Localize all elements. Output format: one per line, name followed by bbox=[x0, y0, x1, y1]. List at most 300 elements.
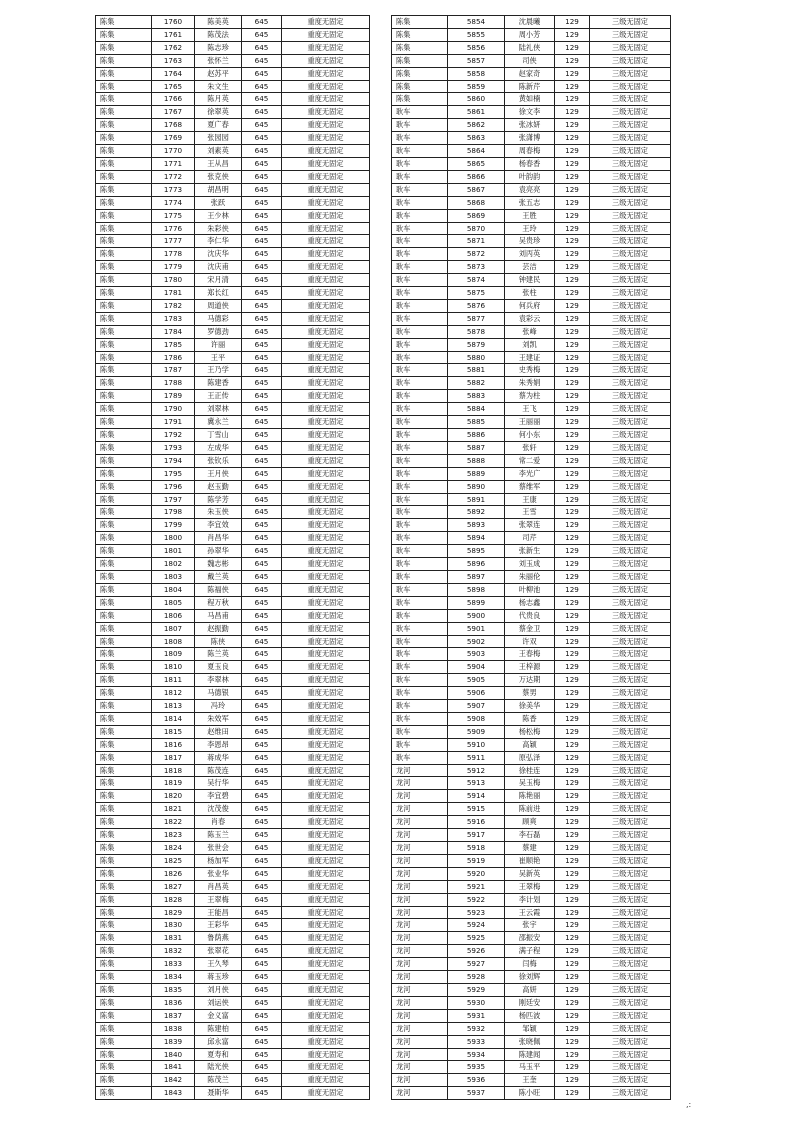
category-cell: 重度无固定 bbox=[282, 842, 370, 855]
town-cell: 陈集 bbox=[96, 738, 152, 751]
name-cell: 陈玉兰 bbox=[195, 829, 242, 842]
town-cell: 陈集 bbox=[96, 132, 152, 145]
serial-cell: 5911 bbox=[448, 751, 505, 764]
serial-cell: 1833 bbox=[152, 958, 195, 971]
town-cell: 耿车 bbox=[392, 648, 448, 661]
category-cell: 三级无固定 bbox=[590, 67, 671, 80]
category-cell: 三级无固定 bbox=[590, 41, 671, 54]
name-cell: 张世会 bbox=[195, 842, 242, 855]
town-cell: 陈集 bbox=[96, 570, 152, 583]
amount-cell: 645 bbox=[242, 712, 282, 725]
table-row bbox=[392, 261, 671, 274]
town-cell: 龙河 bbox=[392, 867, 448, 880]
serial-cell: 1795 bbox=[152, 467, 195, 480]
table-row bbox=[392, 596, 671, 609]
category-cell: 重度无固定 bbox=[282, 596, 370, 609]
serial-cell: 5868 bbox=[448, 196, 505, 209]
serial-cell: 1810 bbox=[152, 661, 195, 674]
category-cell: 三级无固定 bbox=[590, 506, 671, 519]
category-cell: 重度无固定 bbox=[282, 93, 370, 106]
category-cell: 重度无固定 bbox=[282, 661, 370, 674]
serial-cell: 1774 bbox=[152, 196, 195, 209]
table-row bbox=[392, 906, 671, 919]
town-cell: 陈集 bbox=[96, 1087, 152, 1100]
name-cell: 王能昌 bbox=[195, 906, 242, 919]
table-row bbox=[392, 93, 671, 106]
category-cell: 三级无固定 bbox=[590, 622, 671, 635]
name-cell: 叶柳池 bbox=[505, 583, 555, 596]
serial-cell: 1782 bbox=[152, 299, 195, 312]
amount-cell: 645 bbox=[242, 493, 282, 506]
category-cell: 重度无固定 bbox=[282, 971, 370, 984]
amount-cell: 129 bbox=[555, 67, 590, 80]
amount-cell: 645 bbox=[242, 80, 282, 93]
name-cell: 朱效军 bbox=[195, 712, 242, 725]
town-cell: 陈集 bbox=[96, 1009, 152, 1022]
amount-cell: 645 bbox=[242, 687, 282, 700]
town-cell: 陈集 bbox=[96, 1048, 152, 1061]
serial-cell: 1788 bbox=[152, 377, 195, 390]
serial-cell: 1767 bbox=[152, 106, 195, 119]
table-row bbox=[96, 274, 370, 287]
category-cell: 三级无固定 bbox=[590, 235, 671, 248]
name-cell: 朱彩侠 bbox=[195, 222, 242, 235]
category-cell: 三级无固定 bbox=[590, 906, 671, 919]
category-cell: 三级无固定 bbox=[590, 880, 671, 893]
amount-cell: 645 bbox=[242, 196, 282, 209]
table-row bbox=[392, 674, 671, 687]
serial-cell: 1823 bbox=[152, 829, 195, 842]
category-cell: 三级无固定 bbox=[590, 480, 671, 493]
amount-cell: 129 bbox=[555, 1009, 590, 1022]
table-row bbox=[392, 648, 671, 661]
serial-cell: 5857 bbox=[448, 54, 505, 67]
table-row bbox=[392, 932, 671, 945]
town-cell: 耿车 bbox=[392, 157, 448, 170]
serial-cell: 1827 bbox=[152, 880, 195, 893]
table-row bbox=[96, 235, 370, 248]
category-cell: 三级无固定 bbox=[590, 429, 671, 442]
category-cell: 重度无固定 bbox=[282, 119, 370, 132]
name-cell: 陈前进 bbox=[505, 803, 555, 816]
table-row bbox=[392, 712, 671, 725]
town-cell: 耿车 bbox=[392, 403, 448, 416]
serial-cell: 5889 bbox=[448, 467, 505, 480]
town-cell: 耿车 bbox=[392, 312, 448, 325]
name-cell: 刘月侠 bbox=[195, 983, 242, 996]
town-cell: 耿车 bbox=[392, 325, 448, 338]
name-cell: 陈兰英 bbox=[195, 648, 242, 661]
table-row bbox=[96, 1048, 370, 1061]
town-cell: 陈集 bbox=[392, 28, 448, 41]
name-cell: 吴行华 bbox=[195, 777, 242, 790]
table-row bbox=[96, 738, 370, 751]
town-cell: 耿车 bbox=[392, 235, 448, 248]
table-row bbox=[96, 674, 370, 687]
serial-cell: 5856 bbox=[448, 41, 505, 54]
table-row bbox=[96, 880, 370, 893]
amount-cell: 645 bbox=[242, 777, 282, 790]
name-cell: 张翠连 bbox=[505, 519, 555, 532]
table-row bbox=[392, 416, 671, 429]
amount-cell: 645 bbox=[242, 467, 282, 480]
amount-cell: 129 bbox=[555, 287, 590, 300]
table-row bbox=[96, 54, 370, 67]
amount-cell: 645 bbox=[242, 454, 282, 467]
town-cell: 陈集 bbox=[392, 93, 448, 106]
name-cell: 朱玉侠 bbox=[195, 506, 242, 519]
name-cell: 刘翠林 bbox=[195, 403, 242, 416]
amount-cell: 645 bbox=[242, 1087, 282, 1100]
town-cell: 陈集 bbox=[96, 377, 152, 390]
amount-cell: 129 bbox=[555, 971, 590, 984]
town-cell: 耿车 bbox=[392, 429, 448, 442]
name-cell: 常二爱 bbox=[505, 454, 555, 467]
name-cell: 王春梅 bbox=[505, 648, 555, 661]
serial-cell: 5907 bbox=[448, 700, 505, 713]
town-cell: 耿车 bbox=[392, 416, 448, 429]
name-cell: 李计划 bbox=[505, 893, 555, 906]
name-cell: 袁彩云 bbox=[505, 312, 555, 325]
serial-cell: 1766 bbox=[152, 93, 195, 106]
serial-cell: 1829 bbox=[152, 906, 195, 919]
town-cell: 陈集 bbox=[96, 700, 152, 713]
category-cell: 三级无固定 bbox=[590, 287, 671, 300]
amount-cell: 645 bbox=[242, 867, 282, 880]
name-cell: 魏志彬 bbox=[195, 558, 242, 571]
table-row bbox=[96, 622, 370, 635]
serial-cell: 1826 bbox=[152, 867, 195, 880]
category-cell: 重度无固定 bbox=[282, 441, 370, 454]
amount-cell: 645 bbox=[242, 945, 282, 958]
amount-cell: 129 bbox=[555, 1048, 590, 1061]
amount-cell: 129 bbox=[555, 803, 590, 816]
name-cell: 胡昌明 bbox=[195, 183, 242, 196]
serial-cell: 5855 bbox=[448, 28, 505, 41]
amount-cell: 645 bbox=[242, 145, 282, 158]
table-row bbox=[392, 222, 671, 235]
category-cell: 三级无固定 bbox=[590, 119, 671, 132]
table-row bbox=[392, 390, 671, 403]
name-cell: 王乃学 bbox=[195, 364, 242, 377]
amount-cell: 129 bbox=[555, 880, 590, 893]
category-cell: 三级无固定 bbox=[590, 854, 671, 867]
amount-cell: 129 bbox=[555, 390, 590, 403]
serial-cell: 1824 bbox=[152, 842, 195, 855]
table-row bbox=[392, 738, 671, 751]
name-cell: 蔡建 bbox=[505, 842, 555, 855]
amount-cell: 129 bbox=[555, 712, 590, 725]
town-cell: 耿车 bbox=[392, 674, 448, 687]
category-cell: 三级无固定 bbox=[590, 738, 671, 751]
amount-cell: 645 bbox=[242, 842, 282, 855]
category-cell: 三级无固定 bbox=[590, 170, 671, 183]
town-cell: 耿车 bbox=[392, 377, 448, 390]
table-row bbox=[96, 532, 370, 545]
name-cell: 何小东 bbox=[505, 429, 555, 442]
table-row bbox=[96, 1061, 370, 1074]
category-cell: 三级无固定 bbox=[590, 106, 671, 119]
name-cell: 陈福侠 bbox=[195, 583, 242, 596]
category-cell: 重度无固定 bbox=[282, 996, 370, 1009]
town-cell: 陈集 bbox=[96, 1022, 152, 1035]
amount-cell: 645 bbox=[242, 583, 282, 596]
category-cell: 三级无固定 bbox=[590, 687, 671, 700]
category-cell: 重度无固定 bbox=[282, 390, 370, 403]
name-cell: 蔡维军 bbox=[505, 480, 555, 493]
table-row bbox=[96, 803, 370, 816]
amount-cell: 645 bbox=[242, 906, 282, 919]
category-cell: 重度无固定 bbox=[282, 248, 370, 261]
table-row bbox=[96, 945, 370, 958]
amount-cell: 645 bbox=[242, 377, 282, 390]
serial-cell: 1778 bbox=[152, 248, 195, 261]
serial-cell: 5880 bbox=[448, 351, 505, 364]
category-cell: 重度无固定 bbox=[282, 209, 370, 222]
table-row bbox=[392, 1022, 671, 1035]
table-row bbox=[96, 364, 370, 377]
category-cell: 重度无固定 bbox=[282, 41, 370, 54]
town-cell: 耿车 bbox=[392, 596, 448, 609]
category-cell: 三级无固定 bbox=[590, 583, 671, 596]
amount-cell: 129 bbox=[555, 299, 590, 312]
table-row bbox=[392, 854, 671, 867]
town-cell: 陈集 bbox=[96, 945, 152, 958]
name-cell: 宋月清 bbox=[195, 274, 242, 287]
category-cell: 三级无固定 bbox=[590, 558, 671, 571]
table-row bbox=[96, 28, 370, 41]
table-row bbox=[96, 106, 370, 119]
serial-cell: 1820 bbox=[152, 790, 195, 803]
amount-cell: 645 bbox=[242, 67, 282, 80]
category-cell: 三级无固定 bbox=[590, 958, 671, 971]
table-row bbox=[96, 545, 370, 558]
town-cell: 陈集 bbox=[96, 996, 152, 1009]
category-cell: 重度无固定 bbox=[282, 700, 370, 713]
town-cell: 耿车 bbox=[392, 248, 448, 261]
serial-cell: 5923 bbox=[448, 906, 505, 919]
amount-cell: 645 bbox=[242, 751, 282, 764]
town-cell: 陈集 bbox=[96, 880, 152, 893]
serial-cell: 1830 bbox=[152, 919, 195, 932]
amount-cell: 645 bbox=[242, 170, 282, 183]
serial-cell: 1818 bbox=[152, 764, 195, 777]
name-cell: 陈美英 bbox=[195, 16, 242, 29]
name-cell: 李光广 bbox=[505, 467, 555, 480]
serial-cell: 5936 bbox=[448, 1074, 505, 1087]
category-cell: 三级无固定 bbox=[590, 777, 671, 790]
name-cell: 王正传 bbox=[195, 390, 242, 403]
table-row bbox=[392, 493, 671, 506]
category-cell: 三级无固定 bbox=[590, 919, 671, 932]
amount-cell: 129 bbox=[555, 674, 590, 687]
table-row bbox=[392, 958, 671, 971]
table-row bbox=[392, 506, 671, 519]
amount-cell: 645 bbox=[242, 854, 282, 867]
serial-cell: 5910 bbox=[448, 738, 505, 751]
category-cell: 重度无固定 bbox=[282, 764, 370, 777]
serial-cell: 1779 bbox=[152, 261, 195, 274]
table-row bbox=[96, 635, 370, 648]
name-cell: 朱秀娟 bbox=[505, 377, 555, 390]
serial-cell: 5878 bbox=[448, 325, 505, 338]
serial-cell: 5854 bbox=[448, 16, 505, 29]
table-row bbox=[392, 1048, 671, 1061]
serial-cell: 5898 bbox=[448, 583, 505, 596]
table-row bbox=[392, 983, 671, 996]
name-cell: 朱丽伦 bbox=[505, 570, 555, 583]
serial-cell: 1834 bbox=[152, 971, 195, 984]
table-row bbox=[392, 338, 671, 351]
name-cell: 王建证 bbox=[505, 351, 555, 364]
town-cell: 陈集 bbox=[392, 80, 448, 93]
table-row bbox=[96, 648, 370, 661]
name-cell: 陆光侠 bbox=[195, 1061, 242, 1074]
amount-cell: 645 bbox=[242, 390, 282, 403]
name-cell: 芸洁 bbox=[505, 261, 555, 274]
table-row bbox=[392, 377, 671, 390]
table-row bbox=[96, 248, 370, 261]
name-cell: 戴兰英 bbox=[195, 570, 242, 583]
serial-cell: 1817 bbox=[152, 751, 195, 764]
amount-cell: 129 bbox=[555, 790, 590, 803]
table-row bbox=[96, 16, 370, 29]
serial-cell: 1763 bbox=[152, 54, 195, 67]
serial-cell: 5883 bbox=[448, 390, 505, 403]
amount-cell: 129 bbox=[555, 274, 590, 287]
amount-cell: 645 bbox=[242, 416, 282, 429]
category-cell: 三级无固定 bbox=[590, 390, 671, 403]
table-row bbox=[392, 299, 671, 312]
amount-cell: 645 bbox=[242, 1061, 282, 1074]
amount-cell: 129 bbox=[555, 622, 590, 635]
category-cell: 重度无固定 bbox=[282, 725, 370, 738]
name-cell: 陈建柏 bbox=[195, 1022, 242, 1035]
amount-cell: 129 bbox=[555, 751, 590, 764]
town-cell: 耿车 bbox=[392, 622, 448, 635]
serial-cell: 5906 bbox=[448, 687, 505, 700]
serial-cell: 5927 bbox=[448, 958, 505, 971]
category-cell: 重度无固定 bbox=[282, 648, 370, 661]
amount-cell: 129 bbox=[555, 403, 590, 416]
amount-cell: 129 bbox=[555, 106, 590, 119]
left-table-body bbox=[96, 16, 370, 1100]
name-cell: 李恩昂 bbox=[195, 738, 242, 751]
serial-cell: 5904 bbox=[448, 661, 505, 674]
amount-cell: 129 bbox=[555, 119, 590, 132]
category-cell: 重度无固定 bbox=[282, 687, 370, 700]
amount-cell: 645 bbox=[242, 635, 282, 648]
serial-cell: 1765 bbox=[152, 80, 195, 93]
table-row bbox=[392, 1087, 671, 1100]
amount-cell: 129 bbox=[555, 570, 590, 583]
name-cell: 钟建民 bbox=[505, 274, 555, 287]
category-cell: 重度无固定 bbox=[282, 545, 370, 558]
name-cell: 冯玲 bbox=[195, 700, 242, 713]
table-row bbox=[96, 403, 370, 416]
town-cell: 耿车 bbox=[392, 145, 448, 158]
category-cell: 重度无固定 bbox=[282, 609, 370, 622]
amount-cell: 645 bbox=[242, 596, 282, 609]
amount-cell: 129 bbox=[555, 919, 590, 932]
serial-cell: 5893 bbox=[448, 519, 505, 532]
amount-cell: 129 bbox=[555, 1074, 590, 1087]
name-cell: 肖春 bbox=[195, 816, 242, 829]
town-cell: 陈集 bbox=[96, 532, 152, 545]
category-cell: 三级无固定 bbox=[590, 1087, 671, 1100]
category-cell: 重度无固定 bbox=[282, 983, 370, 996]
serial-cell: 1780 bbox=[152, 274, 195, 287]
amount-cell: 645 bbox=[242, 312, 282, 325]
amount-cell: 129 bbox=[555, 816, 590, 829]
town-cell: 陈集 bbox=[96, 906, 152, 919]
table-row bbox=[392, 429, 671, 442]
category-cell: 三级无固定 bbox=[590, 325, 671, 338]
serial-cell: 5934 bbox=[448, 1048, 505, 1061]
category-cell: 重度无固定 bbox=[282, 583, 370, 596]
category-cell: 三级无固定 bbox=[590, 816, 671, 829]
serial-cell: 5872 bbox=[448, 248, 505, 261]
amount-cell: 129 bbox=[555, 170, 590, 183]
category-cell: 重度无固定 bbox=[282, 377, 370, 390]
name-cell: 王康 bbox=[505, 493, 555, 506]
town-cell: 耿车 bbox=[392, 119, 448, 132]
amount-cell: 129 bbox=[555, 157, 590, 170]
name-cell: 陈香 bbox=[505, 712, 555, 725]
amount-cell: 129 bbox=[555, 222, 590, 235]
name-cell: 杨松梅 bbox=[505, 725, 555, 738]
table-row bbox=[392, 454, 671, 467]
table-row bbox=[392, 661, 671, 674]
name-cell: 肖昌华 bbox=[195, 532, 242, 545]
town-cell: 龙河 bbox=[392, 983, 448, 996]
town-cell: 龙河 bbox=[392, 1074, 448, 1087]
name-cell: 张克侠 bbox=[195, 170, 242, 183]
town-cell: 耿车 bbox=[392, 454, 448, 467]
category-cell: 重度无固定 bbox=[282, 958, 370, 971]
table-row bbox=[96, 609, 370, 622]
category-cell: 三级无固定 bbox=[590, 996, 671, 1009]
serial-cell: 5882 bbox=[448, 377, 505, 390]
serial-cell: 5875 bbox=[448, 287, 505, 300]
serial-cell: 1772 bbox=[152, 170, 195, 183]
category-cell: 三级无固定 bbox=[590, 1048, 671, 1061]
category-cell: 重度无固定 bbox=[282, 106, 370, 119]
amount-cell: 129 bbox=[555, 364, 590, 377]
amount-cell: 129 bbox=[555, 261, 590, 274]
category-cell: 三级无固定 bbox=[590, 493, 671, 506]
town-cell: 耿车 bbox=[392, 493, 448, 506]
name-cell: 张柱 bbox=[505, 287, 555, 300]
table-row bbox=[96, 132, 370, 145]
serial-cell: 1790 bbox=[152, 403, 195, 416]
town-cell: 陈集 bbox=[96, 545, 152, 558]
category-cell: 重度无固定 bbox=[282, 16, 370, 29]
name-cell: 冀永兰 bbox=[195, 416, 242, 429]
table-row bbox=[96, 480, 370, 493]
town-cell: 陈集 bbox=[96, 777, 152, 790]
town-cell: 龙河 bbox=[392, 1048, 448, 1061]
table-row bbox=[96, 751, 370, 764]
amount-cell: 129 bbox=[555, 441, 590, 454]
table-row bbox=[392, 803, 671, 816]
town-cell: 耿车 bbox=[392, 209, 448, 222]
category-cell: 重度无固定 bbox=[282, 196, 370, 209]
name-cell: 闫梅 bbox=[505, 958, 555, 971]
town-cell: 陈集 bbox=[96, 687, 152, 700]
name-cell: 蒋成华 bbox=[195, 751, 242, 764]
category-cell: 重度无固定 bbox=[282, 416, 370, 429]
